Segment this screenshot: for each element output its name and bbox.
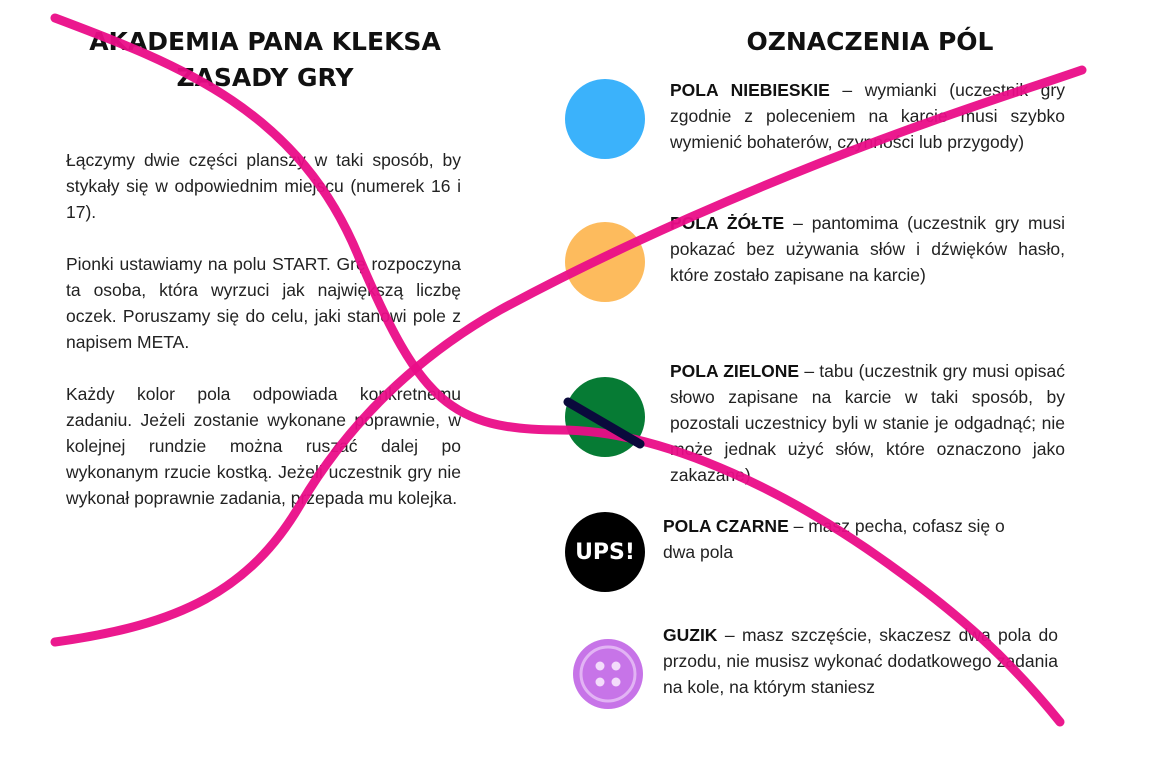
legend-text-blue: – wymianki (uczestnik gry zgodnie z poleceniem na karcie musi szybko wymienić bohaterów, czynności lub przygody) (670, 80, 1065, 152)
legend-text-black: – masz pecha, cofasz się o dwa pola (663, 516, 1005, 562)
rules-title-line1: AKADEMIA PANA KLEKSA (89, 27, 441, 56)
legend-item-button (663, 622, 1058, 700)
legend-label-button: GUZIK (663, 625, 718, 645)
rules-title (60, 24, 470, 96)
rules-title-line2: ZASADY GRY (176, 63, 354, 92)
legend-item-green (670, 358, 1065, 488)
legend-text-yellow: – pantomima (uczestnik gry musi pokazać bez używania słów i dźwięków hasło, które zostało zapisane na karcie) (670, 213, 1065, 285)
legend-label-yellow: POLA ŻÓŁTE (670, 213, 785, 233)
legend-item-black (663, 513, 1013, 565)
rules-paragraph-1: Łączymy dwie części planszy w taki sposób, by stykały się w odpowiednim miejscu (numerek 16 i 17). (66, 150, 461, 222)
rules-text (66, 147, 461, 537)
blue-field-dot (565, 79, 645, 159)
legend-text-green: – tabu (uczestnik gry musi opisać słowo zapisane na karcie w taki sposób, by pozostali uczestnicy byli w stanie je odgadnąć; nie może jednak użyć słów, które oznaczono jako zakazane) (670, 361, 1065, 485)
button-icon (572, 638, 644, 710)
rules-paragraph-2: Pionki ustawiamy na polu START. Grę rozpoczyna ta osoba, która wyrzuci jak największą liczbę oczek. Poruszamy się do celu, jaki stanowi pole z napisem META. (66, 254, 461, 352)
legend-item-blue (670, 77, 1065, 155)
rules-paragraph-3: Każdy kolor pola odpowiada konkretnemu zadaniu. Jeżeli zostanie wykonane poprawnie, w kolejnej rundzie można ruszać dalej po wykonanym rzucie kostką. Jeżeli uczestnik gry nie wykonał poprawnie zadania, przepada mu kolejka. (66, 384, 461, 508)
legend-label-blue: POLA NIEBIESKIE (670, 80, 830, 100)
legend-item-yellow (670, 210, 1065, 288)
yellow-field-dot (565, 222, 645, 302)
legend-title: OZNACZENIA PÓL (746, 27, 994, 56)
green-field-dot (565, 377, 645, 457)
black-field-dot: UPS! (565, 512, 645, 592)
legend-text-button: – masz szczęście, skaczesz dwa pola do przodu, nie musisz wykonać dodatkowego zadania na kole, na którym staniesz (663, 625, 1058, 697)
legend-label-green: POLA ZIELONE (670, 361, 800, 381)
legend-label-black: POLA CZARNE (663, 516, 789, 536)
